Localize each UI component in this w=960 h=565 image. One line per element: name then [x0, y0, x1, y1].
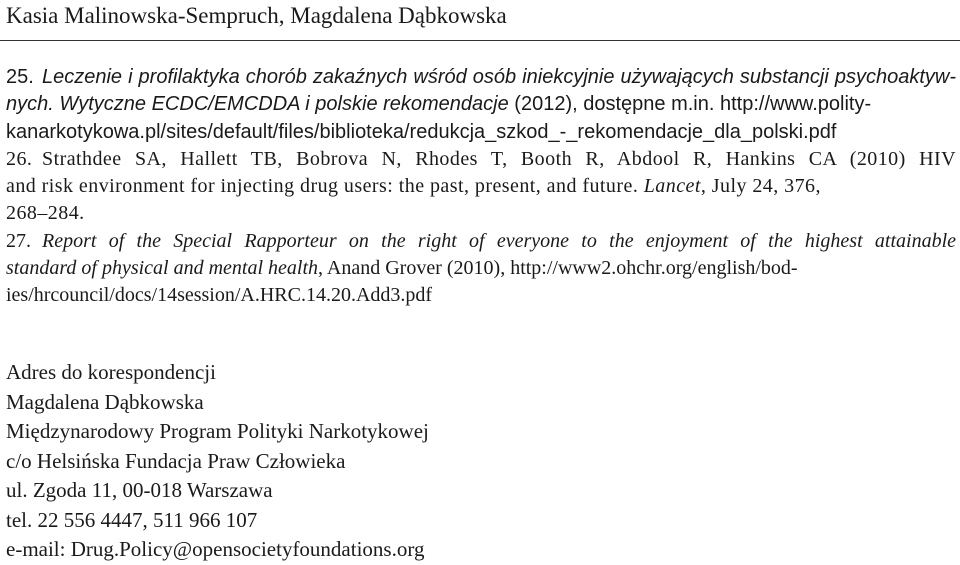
address-care-of: c/o Helsińska Fundacja Praw Człowieka [6, 448, 346, 473]
address-name: Magdalena Dąbkowska [6, 389, 204, 414]
reference-number: 26. [6, 147, 33, 170]
reference-line: Report of the Special Rapporteur on the right of everyone to the enjoyment of the highest attainable [42, 229, 956, 252]
reference-number: 27. [6, 229, 31, 252]
reference-26 [6, 146, 956, 228]
header-rule [0, 40, 960, 41]
reference-27 [6, 228, 956, 310]
reference-line: 268–284. [6, 202, 85, 225]
reference-text: , July 24, 376, [700, 175, 821, 198]
reference-text: (2012), dostępne m.in. http://www.polity- [508, 93, 872, 116]
address-street: ul. Zgoda 11, 00-018 Warszawa [6, 478, 273, 502]
reference-url: ies/hrcouncil/docs/14session/A.HRC.14.20.Add3.pdf [6, 284, 433, 307]
reference-line [6, 255, 956, 282]
reference-line [6, 173, 956, 200]
address-heading: Adres do korespondencji [6, 360, 216, 384]
reference-text: and risk environment for injecting drug users: the past, present, and future. [6, 175, 644, 198]
reference-journal: Lancet [643, 175, 701, 198]
correspondence-address [6, 358, 429, 565]
reference-title: nych. Wytyczne ECDC/EMCDDA i polskie rekomendacje [6, 93, 509, 116]
reference-line: Leczenie i profilaktyka chorób zakaźnych wśród osób iniekcyjnie używających substancji psychoaktyw- [42, 66, 956, 88]
reference-line: Strathdee SA, Hallett TB, Bobrova N, Rhodes T, Booth R, Abdool R, Hankins CA (2010) HIV [42, 147, 956, 170]
reference-url: kanarkotykowa.pl/sites/default/files/biblioteka/redukcja_szkod_-_rekomendacje_dla_polski.pdf [6, 120, 837, 143]
reference-title: standard of physical and mental health [6, 257, 319, 280]
reference-number: 25. [6, 66, 34, 88]
reference-line [6, 91, 956, 118]
reference-list [6, 64, 956, 310]
reference-text: , Anand Grover (2010), http://www2.ohchr.org/english/bod- [318, 257, 798, 280]
address-organization: Międzynarodowy Program Polityki Narkotykowej [6, 419, 429, 443]
address-phone: tel. 22 556 4447, 511 966 107 [6, 507, 258, 532]
address-email: e-mail: Drug.Policy@opensocietyfoundations.org [6, 537, 425, 561]
reference-25 [6, 64, 956, 146]
running-head: Kasia Malinowska-Sempruch, Magdalena Dąbkowska [6, 3, 507, 28]
